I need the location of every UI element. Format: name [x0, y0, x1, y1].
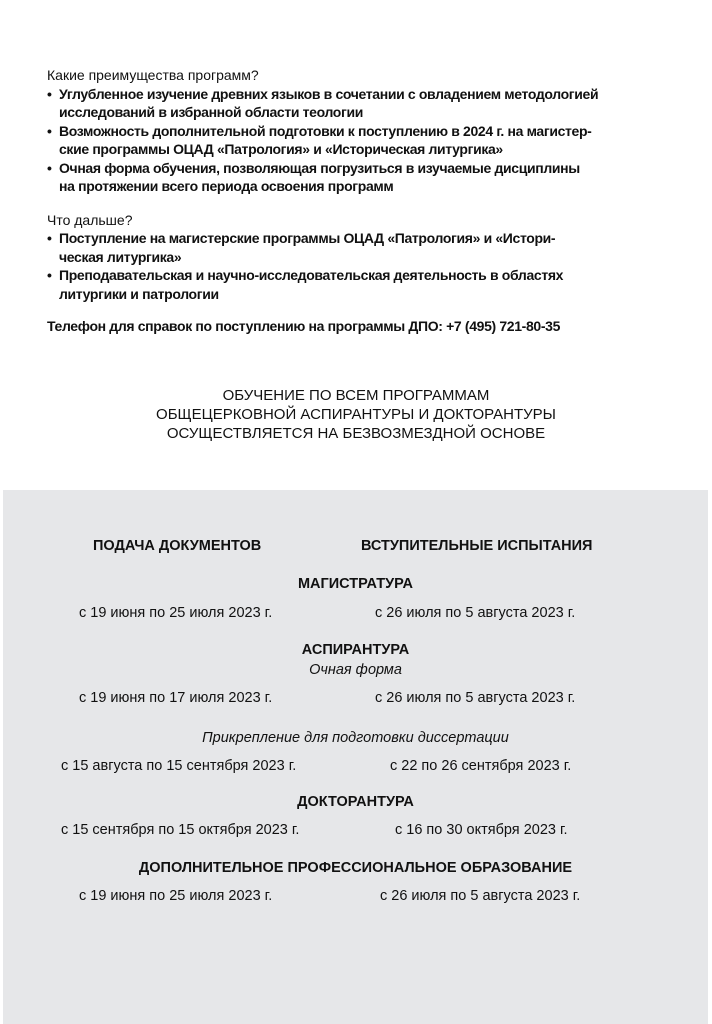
list-item: [47, 122, 667, 159]
section-title-doctorate: ДОКТОРАНТУРА: [297, 794, 414, 810]
notice-line: ОСУЩЕСТВЛЯЕТСЯ НА БЕЗВОЗМЕЗДНОЙ ОСНОВЕ: [166, 425, 546, 442]
list-item-line: Поступление на магистерские программы ОЦАД «Патрология» и «Истори-: [59, 230, 556, 246]
magistracy-submission-dates: с 19 июня по 25 июля 2023 г.: [79, 605, 273, 621]
notice-line: ОБЩЕЦЕРКОВНОЙ АСПИРАНТУРЫ И ДОКТОРАНТУРЫ: [156, 406, 556, 423]
list-item-line: Углубленное изучение древних языков в сочетании с овладением методологией: [59, 85, 599, 102]
section-title-magistracy: МАГИСТРАТУРА: [297, 576, 414, 592]
doctorate-exam-dates: с 16 по 30 октября 2023 г.: [395, 822, 568, 838]
notice-line: ОБУЧЕНИЕ ПО ВСЕМ ПРОГРАММАМ: [222, 387, 490, 404]
list-item: [47, 85, 667, 122]
postgraduate-attach-exam-dates: с 22 по 26 сентября 2023 г.: [390, 758, 572, 774]
phone-info: Телефон для справок по поступлению на программы ДПО: +7 (495) 721-80-35: [47, 318, 561, 334]
next-list: [47, 229, 667, 303]
postgraduate-fulltime-exam-dates: с 26 июля по 5 августа 2023 г.: [375, 690, 576, 706]
dpo-exam-dates: с 26 июля по 5 августа 2023 г.: [380, 888, 581, 904]
postgraduate-attach-label: Прикрепление для подготовки диссертации: [202, 730, 509, 746]
list-item-line: Возможность дополнительной подготовки к поступлению в 2024 г. на магистер-: [59, 122, 592, 139]
postgraduate-attach-submission-dates: с 15 августа по 15 сентября 2023 г.: [61, 758, 297, 774]
list-item: [47, 159, 667, 196]
advantages-question: Какие преимущества программ?: [47, 67, 259, 83]
list-item-line: Очная форма обучения, позволяющая погрузиться в изучаемые дисциплины: [59, 159, 580, 176]
list-item: [47, 229, 667, 266]
free-education-notice: [0, 386, 712, 443]
magistracy-exam-dates: с 26 июля по 5 августа 2023 г.: [375, 605, 576, 621]
section-title-dpo: ДОПОЛНИТЕЛЬНОЕ ПРОФЕССИОНАЛЬНОЕ ОБРАЗОВАНИЕ: [138, 860, 573, 876]
section-title-postgraduate: АСПИРАНТУРА: [301, 642, 410, 658]
list-item-line: литургики и патрологии: [59, 285, 219, 302]
dpo-submission-dates: с 19 июня по 25 июля 2023 г.: [79, 888, 273, 904]
list-item: [47, 266, 667, 303]
next-question: Что дальше?: [47, 211, 133, 228]
list-item-line: исследований в избранной области теологии: [59, 104, 364, 120]
list-item-line: Преподавательская и научно-исследовательская деятельность в областях: [59, 267, 564, 283]
info-section: [47, 66, 667, 336]
column-header-submission: ПОДАЧА ДОКУМЕНТОВ: [93, 538, 262, 554]
list-item-line: ские программы ОЦАД «Патрология» и «Историческая литургика»: [59, 141, 503, 157]
doctorate-submission-dates: с 15 сентября по 15 октября 2023 г.: [61, 822, 300, 838]
next-block: [47, 211, 667, 304]
list-item-line: ческая литургика»: [59, 248, 182, 265]
list-item-line: на протяжении всего периода освоения программ: [59, 178, 394, 194]
postgraduate-fulltime-submission-dates: с 19 июня по 17 июля 2023 г.: [79, 690, 273, 706]
postgraduate-fulltime-label: Очная форма: [309, 662, 402, 678]
column-header-exams: ВСТУПИТЕЛЬНЫЕ ИСПЫТАНИЯ: [361, 538, 593, 554]
advantages-list: [47, 85, 667, 196]
schedule-panel: [3, 490, 708, 1024]
